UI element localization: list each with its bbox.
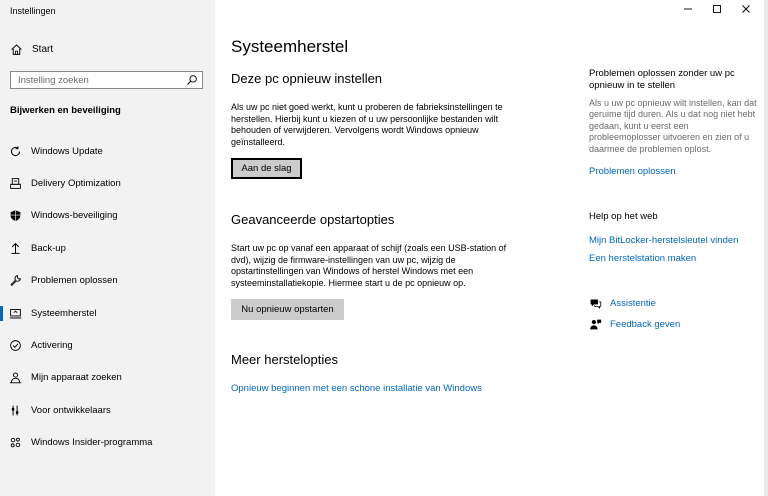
bitlocker-key-link[interactable]: Mijn BitLocker-herstelsleutel vinden [589, 235, 739, 246]
sidebar-item-label: Systeemherstel [31, 307, 97, 319]
nav-home[interactable] [10, 42, 53, 56]
section-heading: Bijwerken en beveiliging [10, 105, 121, 116]
wrench-icon [9, 274, 22, 287]
shield-icon [9, 209, 22, 222]
search-input[interactable] [10, 71, 203, 89]
sidebar-item-label: Mijn apparaat zoeken [31, 371, 122, 383]
sidebar-item-label: Windows Update [31, 145, 103, 157]
maximize-button[interactable] [702, 0, 731, 18]
feedback-icon [589, 318, 602, 331]
sidebar-item-find-device[interactable] [0, 365, 215, 389]
reset-heading: Deze pc opnieuw instellen [231, 71, 383, 86]
minimize-icon [683, 4, 693, 14]
sidebar-item-label: Delivery Optimization [31, 177, 121, 189]
clean-install-link[interactable]: Opnieuw beginnen met een schone installatie van Windows [231, 383, 482, 394]
close-button[interactable] [731, 0, 760, 18]
more-options-heading: Meer herstelopties [231, 352, 338, 367]
advanced-startup-description: Start uw pc op vanaf een apparaat of schijf (zoals een USB-station of dvd), wijzig de firmware-instellingen van uw pc, wijzig de opstartinstellingen van Windows of herstel Windows met een systeeminstallatiekopie. Hiermee start u de pc opnieuw op. [231, 243, 507, 288]
person-pin-icon [9, 371, 22, 384]
troubleshoot-description: Als u uw pc opnieuw wilt instellen, kan dat geruime tijd duren. Als u dat nog niet hebt gedaan, kunt u eerst een probleemoplosser uitvoeren en zien of u daarmee de problemen oplost. [589, 98, 757, 154]
developer-icon [9, 404, 22, 417]
sidebar-item-windows-security[interactable] [0, 203, 215, 227]
reset-description: Als uw pc niet goed werkt, kunt u proberen de fabrieksinstellingen te herstellen. Hierbij kunt u kiezen of u uw persoonlijke bestanden wilt behouden of verwijderen. Vervolgens wordt Windows opnieuw geïnstalleerd. [231, 102, 503, 147]
get-started-button[interactable]: Aan de slag [231, 158, 302, 179]
page-title: Systeemherstel [231, 37, 349, 56]
sidebar-item-insider[interactable] [0, 430, 215, 454]
sidebar-item-label: Windows Insider-programma [31, 436, 153, 448]
recovery-drive-link[interactable]: Een herstelstation maken [589, 253, 697, 264]
assistance-label: Assistentie [610, 298, 656, 309]
minimize-button[interactable] [673, 0, 702, 18]
sidebar-item-activation[interactable] [0, 333, 215, 357]
feedback-label: Feedback geven [610, 319, 681, 330]
help-heading: Help op het web [589, 211, 658, 222]
sidebar-item-windows-update[interactable] [0, 139, 215, 163]
sidebar-item-label: Problemen oplossen [31, 274, 118, 286]
sidebar-item-recovery[interactable] [0, 301, 215, 325]
restart-now-button[interactable]: Nu opnieuw opstarten [231, 299, 344, 320]
sidebar-item-developers[interactable] [0, 398, 215, 422]
nav-home-label: Start [32, 43, 54, 55]
home-icon [10, 43, 23, 56]
sidebar-item-label: Back-up [31, 242, 66, 254]
troubleshoot-link[interactable]: Problemen oplossen [589, 166, 676, 177]
scrollbar[interactable] [764, 0, 768, 496]
insider-icon [9, 436, 22, 449]
advanced-startup-heading: Geavanceerde opstartopties [231, 212, 395, 227]
recovery-icon [9, 307, 22, 320]
refresh-icon [9, 145, 22, 158]
search-icon[interactable] [186, 74, 198, 86]
sidebar-item-troubleshoot[interactable] [0, 268, 215, 292]
troubleshoot-heading: Problemen oplossen zonder uw pc opnieuw in te stellen [589, 68, 735, 91]
window-title: Instellingen [10, 6, 56, 16]
sidebar-item-label: Voor ontwikkelaars [31, 404, 111, 416]
assistance-link[interactable] [589, 297, 656, 310]
check-circle-icon [9, 339, 22, 352]
chat-help-icon [589, 297, 602, 310]
window-controls [673, 0, 760, 18]
feedback-link[interactable] [589, 318, 680, 331]
sidebar-item-delivery-optimization[interactable] [0, 171, 215, 195]
delivery-icon [9, 177, 22, 190]
sidebar-item-label: Windows-beveiliging [31, 209, 118, 221]
sidebar-item-backup[interactable] [0, 236, 215, 260]
close-icon [741, 4, 751, 14]
search-placeholder: Instelling zoeken [18, 74, 89, 86]
maximize-icon [712, 4, 722, 14]
sidebar-item-label: Activering [31, 339, 73, 351]
backup-icon [9, 242, 22, 255]
